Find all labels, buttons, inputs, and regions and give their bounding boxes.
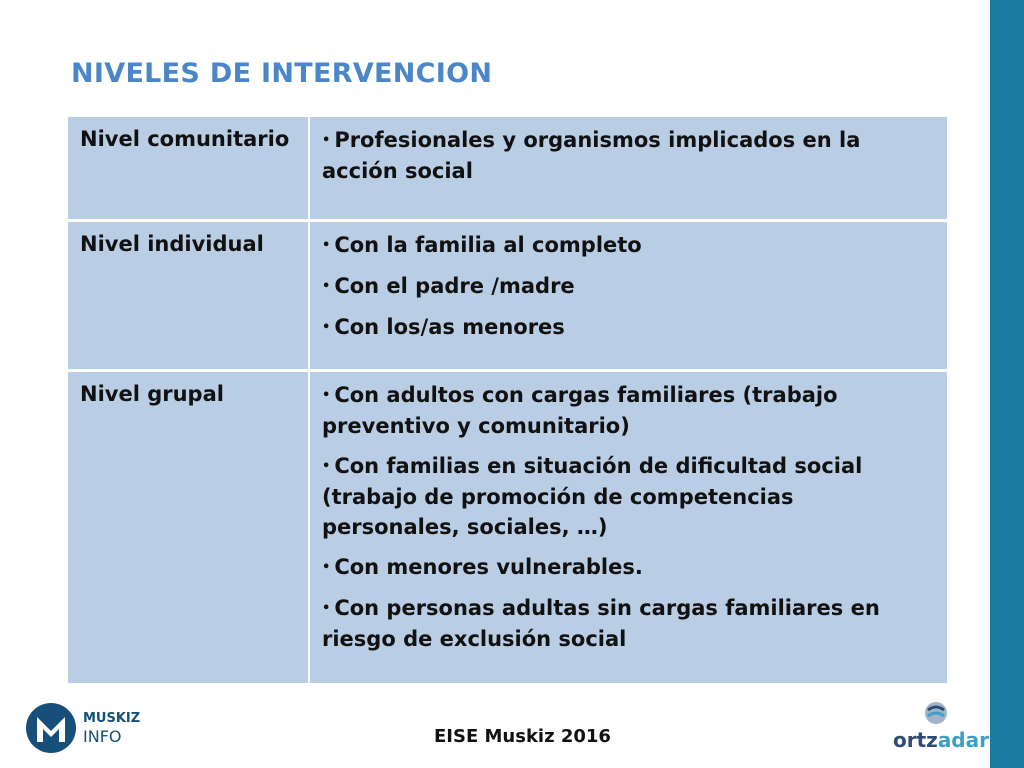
bullet-icon: • [322,601,331,616]
logo-text-muskiz: MUSKIZ [83,711,141,726]
list-item: • Con el padre /madre [322,274,575,298]
bullet-icon: • [322,238,331,253]
list-item: • Con la familia al completo [322,233,642,257]
list-item: • Con familias en situación de dificultad social (trabajo de promoción de competencias personales, sociales, …) [322,454,863,539]
footer-text: EISE Muskiz 2016 [434,726,611,747]
row-content-grupal [310,369,947,683]
bullet-icon: • [322,388,331,403]
table-row-individual [68,219,947,369]
bullet-icon: • [322,320,331,335]
list-item: • Con adultos con cargas familiares (trabajo preventivo y comunitario) [322,383,838,438]
list-item: • Profesionales y organismos implicados en la acción social [322,128,861,183]
bullet-icon: • [322,279,331,294]
muskiz-m-icon [26,703,76,753]
right-accent-bar [990,0,1024,768]
table-row-comunitario [68,117,947,219]
ortzadar-wordmark: ortzadar [893,728,989,752]
row-label-grupal: Nivel grupal [68,369,310,683]
row-label-comunitario: Nivel comunitario [68,117,310,219]
muskiz-info-logo [26,703,146,753]
row-content-comunitario [310,117,947,219]
ortzadar-logo [893,700,989,760]
ortzadar-mark-icon [923,700,949,726]
row-label-individual: Nivel individual [68,219,310,369]
intervention-levels-table [68,117,947,683]
table-row-grupal [68,369,947,683]
list-item: • Con menores vulnerables. [322,555,643,579]
list-item: • Con personas adultas sin cargas familiares en riesgo de exclusión social [322,596,880,651]
slide-title: NIVELES DE INTERVENCION [71,58,493,89]
list-item: • Con los/as menores [322,315,565,339]
logo-text-info: INFO [83,727,122,746]
bullet-icon: • [322,560,331,575]
row-content-individual [310,219,947,369]
bullet-icon: • [322,133,331,148]
bullet-icon: • [322,459,331,474]
